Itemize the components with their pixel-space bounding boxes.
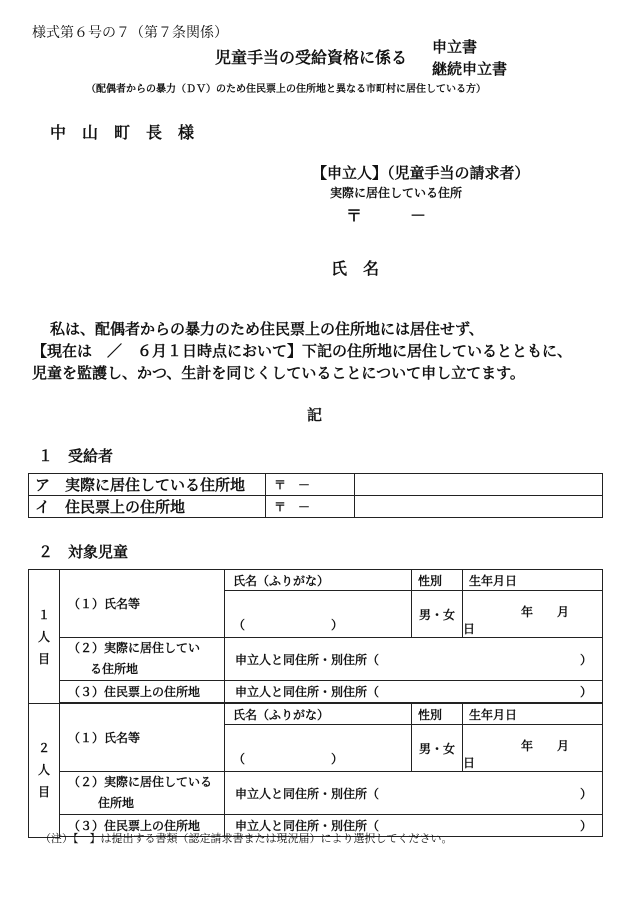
child1-birth-header: 生年月日	[463, 570, 603, 591]
child2-actual-address-label	[60, 772, 225, 815]
child1-registry-address-field[interactable]	[225, 681, 603, 703]
child1-ordinal	[29, 570, 60, 704]
child1-birth-day: 日	[463, 622, 476, 636]
section2-heading: ２ 対象児童	[38, 543, 129, 561]
child1-actual-address-close: ）	[579, 652, 592, 667]
recipient-actual-address-label: ア 実際に居住している住所地	[29, 474, 266, 496]
form-number: 様式第６号の７（第７条関係）	[32, 25, 228, 41]
child1-birth-year: 年	[521, 605, 534, 619]
child2-furigana-open: （	[233, 752, 246, 766]
footnote: （注）【 】は提出する書類（認定請求書または現況届）により選択してください。	[40, 832, 453, 845]
child2-actual-address-close: ）	[579, 786, 592, 801]
child1-actual-address-field[interactable]	[225, 638, 603, 681]
child1-actual-address-label	[60, 638, 225, 681]
document-title: 児童手当の受給資格に係る	[215, 48, 408, 67]
statement-line-1: 私は、配偶者からの暴力のため住民票上の住所地には居住せず、	[50, 320, 484, 338]
target-children-table	[28, 569, 603, 838]
child1-ordinal-me: 目	[37, 651, 50, 666]
child2-gender-header: 性別	[412, 704, 463, 725]
child2-name-field[interactable]	[225, 725, 412, 772]
child1-furigana-open: （	[233, 618, 246, 632]
child1-actual-address-value: 申立人と同住所・別住所（	[235, 652, 380, 667]
child2-birth-day: 日	[463, 756, 476, 770]
child1-furigana-close: ）	[331, 618, 344, 632]
ki-marker: 記	[307, 406, 323, 424]
child2-birth-year: 年	[521, 739, 534, 753]
child1-name-row-label: （１）氏名等	[60, 570, 225, 638]
child2-name-header: 氏名（ふりがな）	[225, 704, 412, 725]
recipient-registry-postal[interactable]: 〒 －	[266, 496, 355, 518]
child1-actual-label-line1: （２）実際に居住してい	[68, 641, 201, 655]
child1-registry-address-close: ）	[579, 685, 592, 699]
applicant-address-label: 実際に居住している住所	[330, 186, 463, 200]
child2-birth-field[interactable]	[463, 725, 603, 772]
child1-actual-label-line2: る住所地	[90, 662, 139, 676]
child1-gender-header: 性別	[412, 570, 463, 591]
recipient-actual-address-field[interactable]	[355, 474, 603, 496]
child2-actual-label-line2: 住所地	[98, 796, 135, 810]
child2-registry-address-label: （３）住民票上の住所地	[60, 815, 225, 837]
addressee: 中 山 町 長 様	[50, 123, 195, 142]
child1-registry-address-value: 申立人と同住所・別住所（	[235, 685, 380, 699]
child2-registry-address-close: ）	[579, 819, 592, 833]
child2-gender-options[interactable]: 男・女	[412, 725, 463, 772]
child2-furigana-close: ）	[331, 752, 344, 766]
applicant-label: 【申立人】（児童手当の請求者）	[312, 164, 530, 182]
statement-line-2: 【現在は ／ ６月１日時点において】下記の住所地に居住しているとともに、	[32, 342, 573, 360]
child2-actual-address-value: 申立人と同住所・別住所（	[235, 786, 380, 801]
child2-name-row-label: （１）氏名等	[60, 704, 225, 772]
postal-dash: －	[410, 206, 427, 225]
statement-line-3: 児童を監護し、かつ、生計を同じくしていることについて申し立てます。	[32, 364, 525, 382]
recipient-registry-address-label: イ 住民票上の住所地	[29, 496, 266, 518]
child1-ordinal-nin: 人	[37, 629, 50, 644]
document-type-option-1: 申立書	[432, 38, 478, 56]
child1-registry-address-label: （３）住民票上の住所地	[60, 681, 225, 703]
child2-actual-label-line1: （２）実際に居住している	[68, 775, 213, 789]
postal-mark: 〒	[346, 206, 363, 225]
child2-registry-address-value: 申立人と同住所・別住所（	[235, 819, 380, 833]
child2-actual-address-field[interactable]	[225, 772, 603, 815]
child2-ordinal	[29, 704, 60, 838]
child1-birth-field[interactable]	[463, 591, 603, 638]
document-subtitle: （配偶者からの暴力（ＤＶ）のため住民票上の住所地と異なる市町村に居住している方）	[86, 84, 486, 95]
child1-birth-month: 月	[557, 605, 570, 619]
child1-name-header: 氏名（ふりがな）	[225, 570, 412, 591]
applicant-name-label: 氏 名	[331, 259, 380, 278]
child2-birth-header: 生年月日	[463, 704, 603, 725]
child1-ordinal-num: １	[37, 607, 50, 622]
child2-ordinal-me: 目	[37, 785, 50, 800]
section1-heading: １ 受給者	[38, 447, 114, 465]
document-type-option-2: 継続申立書	[432, 60, 508, 78]
recipient-address-table	[28, 473, 603, 518]
child2-ordinal-num: ２	[37, 741, 50, 756]
child2-birth-month: 月	[557, 739, 570, 753]
recipient-actual-postal[interactable]: 〒 －	[266, 474, 355, 496]
child2-ordinal-nin: 人	[37, 763, 50, 778]
child1-name-field[interactable]	[225, 591, 412, 638]
recipient-registry-address-field[interactable]	[355, 496, 603, 518]
child1-gender-options[interactable]: 男・女	[412, 591, 463, 638]
